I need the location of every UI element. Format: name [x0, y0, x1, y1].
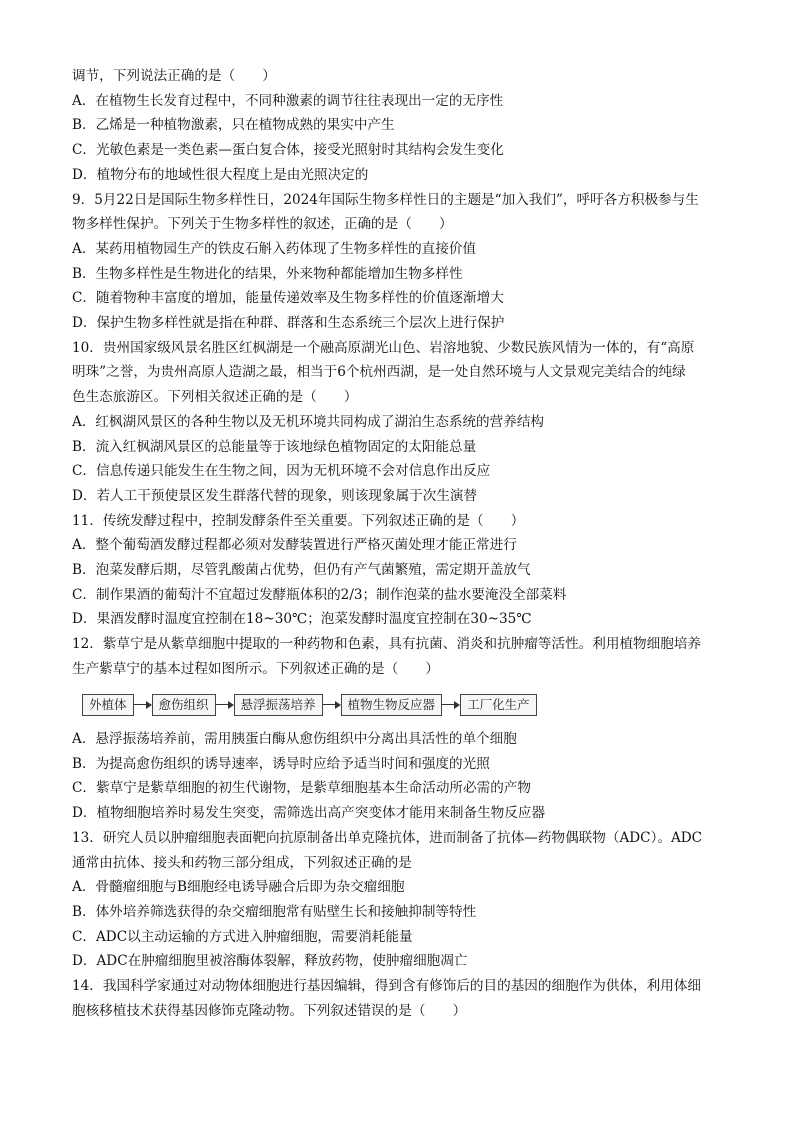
flow-step-bioreactor: 植物生物反应器	[341, 694, 443, 716]
text-line: D．保护生物多样性就是指在种群、群落和生态系统三个层次上进行保护	[72, 315, 505, 331]
process-flowchart	[82, 692, 537, 718]
text-line: A．骨髓瘤细胞与B细胞经电诱导融合后即为杂交瘤细胞	[72, 879, 405, 896]
text-line: C．信息传递只能发生在生物之间，因为无机环境不会对信息作出反应	[72, 463, 491, 480]
text-line: 调节，下列说法正确的是（ ）	[72, 68, 276, 84]
text-line: 胞核移植技术获得基因修饰克隆动物。下列叙述错误的是（ ）	[72, 1002, 467, 1019]
text-line: C．随着物种丰富度的增加，能量传递效率及生物多样性的价值逐渐增大	[72, 290, 504, 307]
text-line: 色生态旅游区。下列相关叙述正确的是（ ）	[72, 389, 358, 406]
text-line: C．紫草宁是紫草细胞的初生代谢物，是紫草细胞基本生命活动所必需的产物	[72, 780, 531, 797]
text-line: 13．研究人员以肿瘤细胞表面靶向抗原制备出单克隆抗体，进而制备了抗体—药物偶联物（ADC）。ADC	[72, 829, 703, 846]
text-line: B．流入红枫湖风景区的总能量等于该地绿色植物固定的太阳能总量	[72, 438, 477, 455]
text-line: A．整个葡萄酒发酵过程都必须对发酵装置进行严格灭菌处理才能正常进行	[72, 537, 517, 554]
text-line: B．泡菜发酵后期，尽管乳酸菌占优势，但仍有产气菌繁殖，需定期开盖放气	[72, 562, 531, 578]
text-line: B．为提高愈伤组织的诱导速率，诱导时应给予适当时间和强度的光照	[72, 755, 490, 772]
text-line: B．生物多样性是生物进化的结果，外来物种都能增加生物多样性	[72, 265, 463, 282]
text-line: D．ADC在肿瘤细胞里被溶酶体裂解，释放药物，使肿瘤细胞凋亡	[72, 953, 468, 970]
text-line: D．果酒发酵时温度宜控制在18~30℃；泡菜发酵时温度宜控制在30~35℃	[72, 611, 532, 628]
arrow-icon	[323, 700, 341, 710]
text-line: 11．传统发酵过程中，控制发酵条件至关重要。下列叙述正确的是（ ）	[72, 512, 525, 529]
flow-step-industrial-production: 工厂化生产	[460, 694, 537, 716]
text-line: 明珠”之誉，为贵州高原人造湖之最，相当于6个杭州西湖，是一处自然环境与人文景观完美结合的纯绿	[72, 364, 686, 381]
text-line: B．体外培养筛选获得的杂交瘤细胞常有贴壁生长和接触抑制等特性	[72, 903, 477, 920]
text-line: C．ADC以主动运输的方式进入肿瘤细胞，需要消耗能量	[72, 928, 413, 945]
text-line: A．悬浮振荡培养前，需用胰蛋白酶从愈伤组织中分离出具活性的单个细胞	[72, 731, 517, 747]
flow-step-suspension-culture: 悬浮振荡培养	[234, 694, 323, 716]
text-line: 14．我国科学家通过对动物体细胞进行基因编辑，得到含有修饰后的目的基因的细胞作为供体，利用体细	[72, 978, 702, 994]
text-line: D．植物细胞培养时易发生突变，需筛选出高产突变体才能用来制备生物反应器	[72, 805, 546, 822]
text-line: D．若人工干预使景区发生群落代替的现象，则该现象属于次生演替	[72, 487, 478, 504]
text-line: A．在植物生长发育过程中，不同种激素的调节往往表现出一定的无序性	[72, 92, 504, 109]
flow-step-callus: 愈伤组织	[152, 694, 216, 716]
arrow-icon	[134, 700, 152, 710]
text-line: A．红枫湖风景区的各种生物以及无机环境共同构成了湖泊生态系统的营养结构	[72, 413, 545, 430]
text-line: 10．贵州国家级风景名胜区红枫湖是一个融高原湖光山色、岩溶地貌、少数民族风情为一体的，有“高原	[72, 339, 695, 356]
text-line: 生产紫草宁的基本过程如图所示。下列叙述正确的是（ ）	[72, 660, 440, 677]
text-line: 12．紫草宁是从紫草细胞中提取的一种药物和色素，具有抗菌、消炎和抗肿瘤等活性。利用植物细胞培养	[72, 636, 702, 653]
flow-step-explant: 外植体	[82, 694, 134, 716]
text-line: A．某药用植物园生产的铁皮石斛入药体现了生物多样性的直接价值	[72, 240, 477, 257]
arrow-icon	[216, 700, 234, 710]
text-line: D．植物分布的地域性很大程度上是由光照决定的	[72, 166, 369, 183]
text-line: C．制作果酒的葡萄汁不宜超过发酵瓶体积的2/3；制作泡菜的盐水要淹没全部菜料	[72, 586, 567, 603]
text-line: 通常由抗体、接头和药物三部分组成，下列叙述正确的是	[72, 854, 412, 871]
text-line: 物多样性保护。下列关于生物多样性的叙述，正确的是（ ）	[72, 216, 453, 233]
arrow-icon	[442, 700, 460, 710]
text-line: 9．5月22日是国际生物多样性日，2024年国际生物多样性日的主题是“加入我们”，呼吁各方积极参与生	[72, 191, 699, 208]
text-line: B．乙烯是一种植物激素，只在植物成熟的果实中产生	[72, 117, 395, 134]
text-line: C．光敏色素是一类色素—蛋白复合体，接受光照射时其结构会发生变化	[72, 142, 504, 159]
